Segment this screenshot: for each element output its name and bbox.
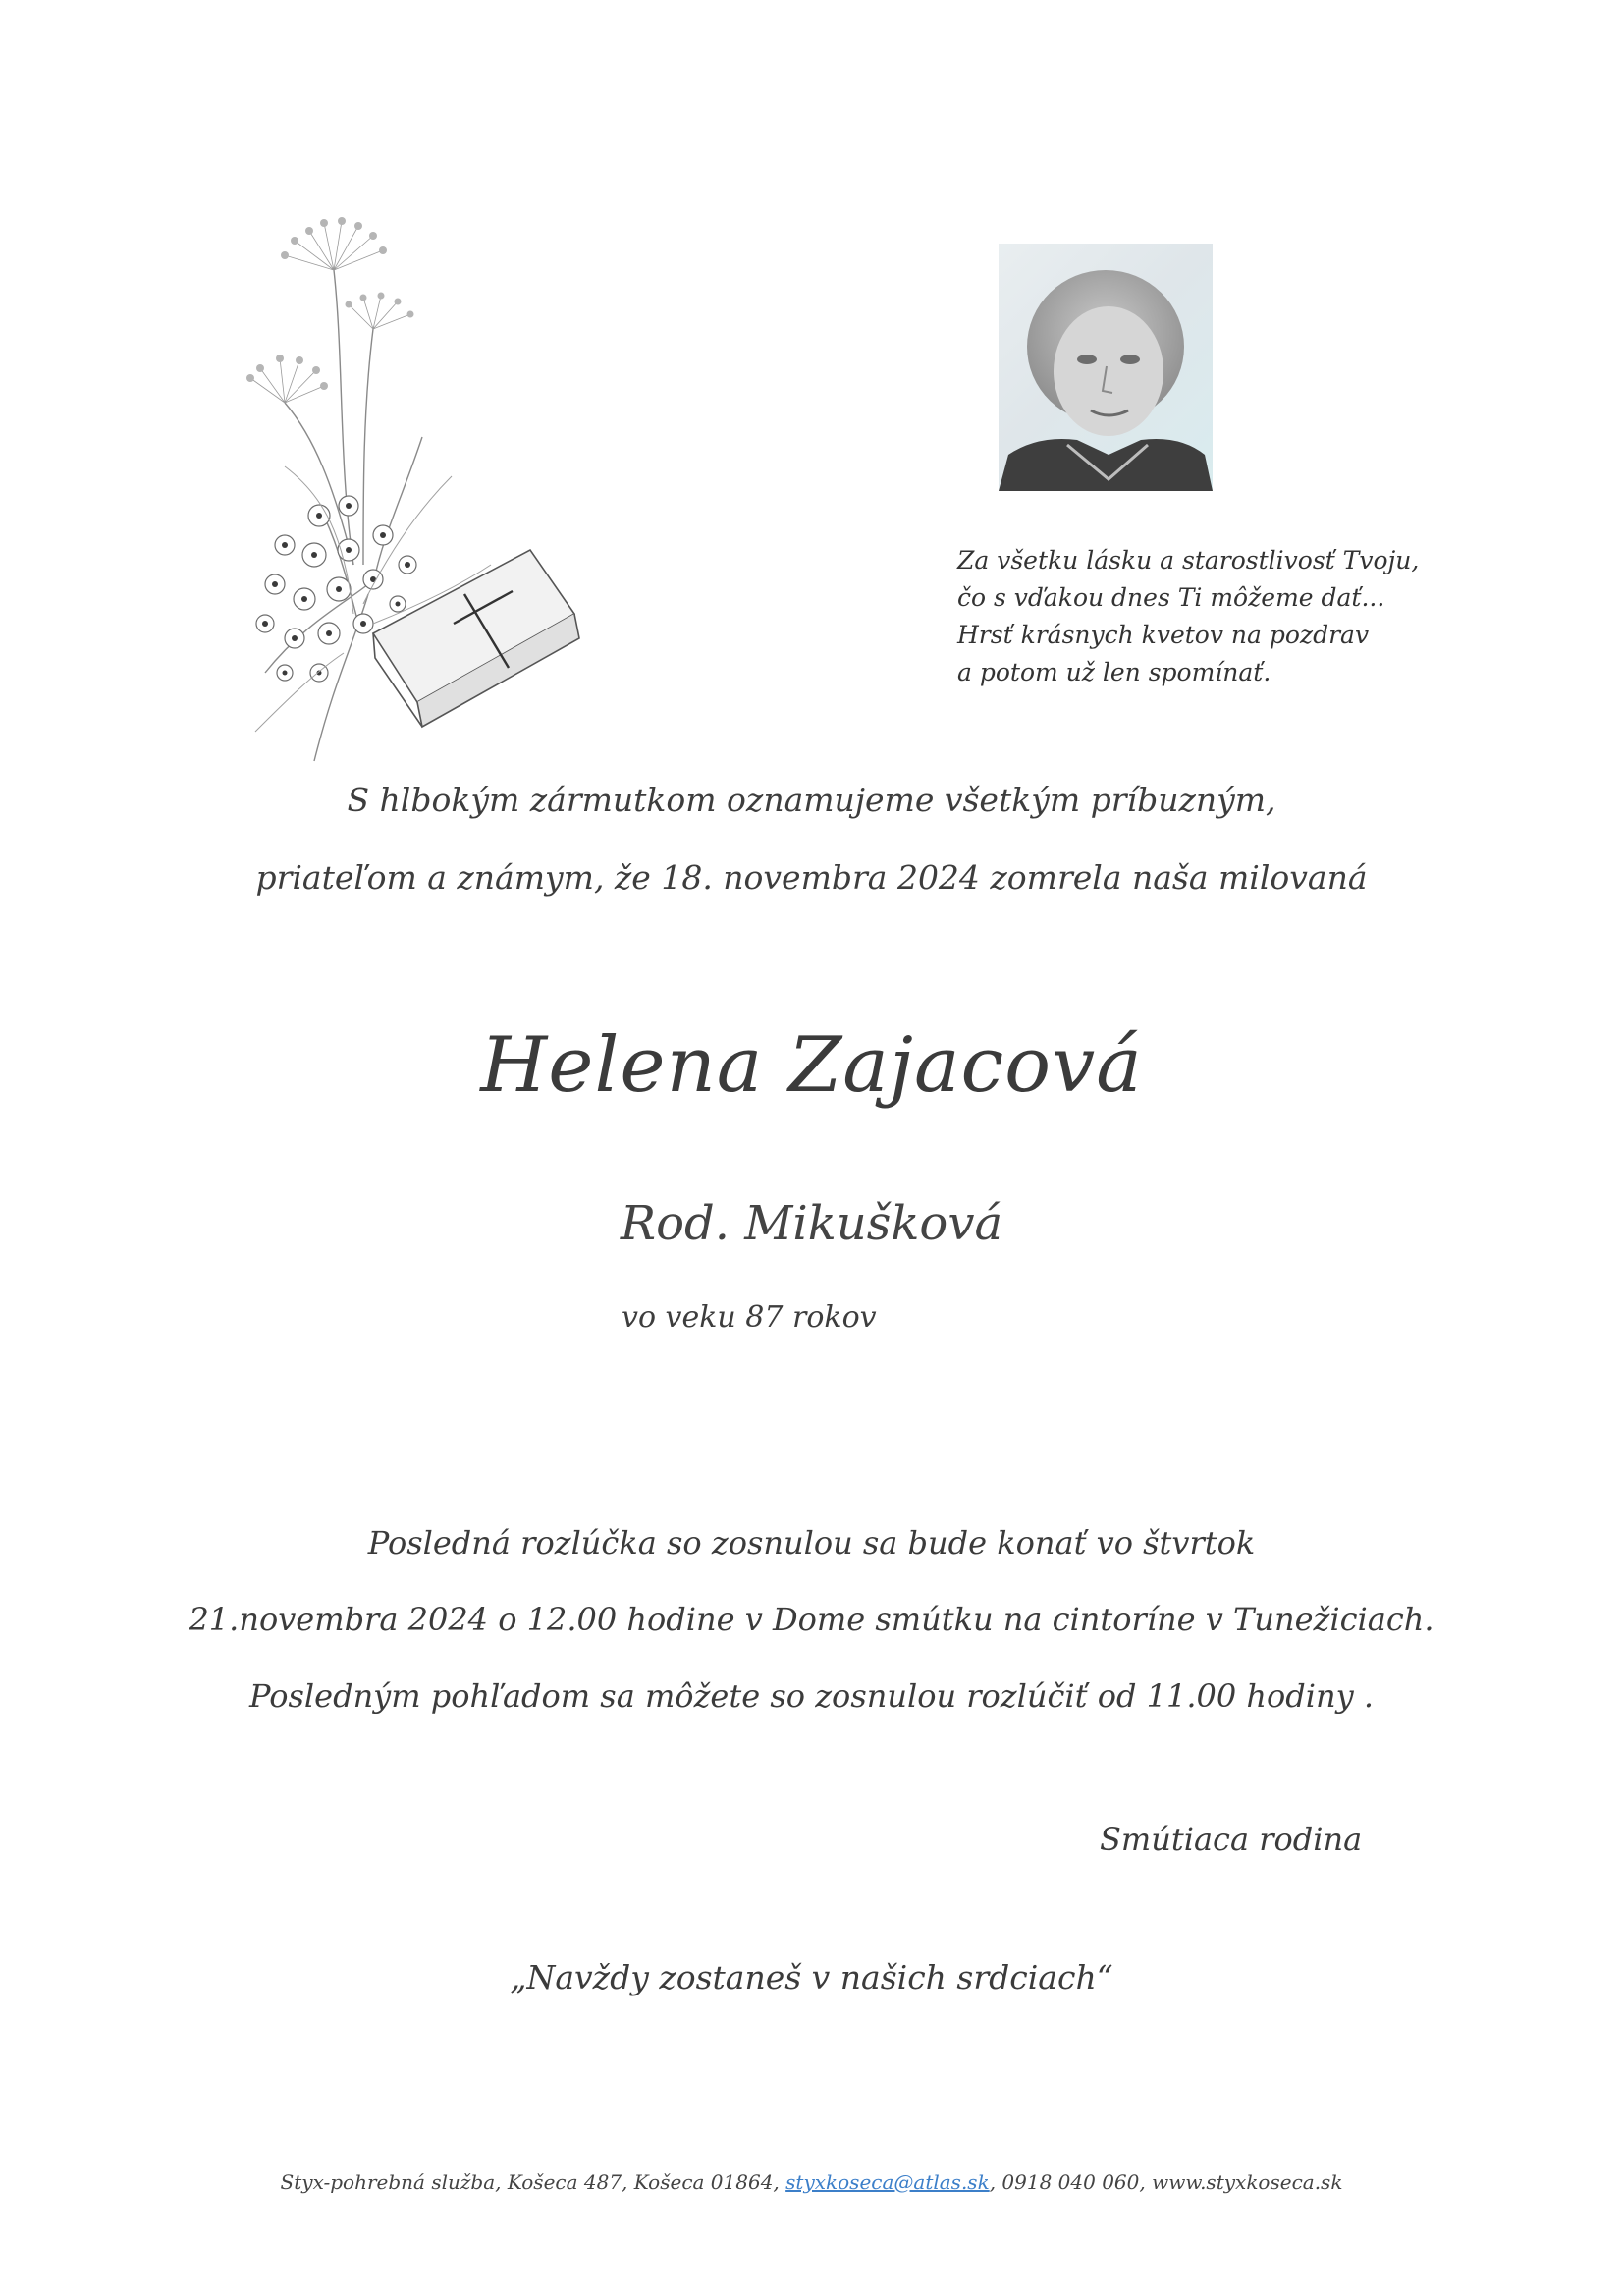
- funeral-info-line-1: Posledná rozlúčka so zosnulou sa bude konať vo štvrtok: [367, 1524, 1256, 1561]
- announcement-line-1: S hlbokým zármutkom oznamujeme všetkým príbuzným,: [347, 781, 1276, 819]
- age-text: vo veku 87 rokov: [622, 1300, 877, 1335]
- poem-line: Hrsť krásnych kvetov na pozdrav: [957, 621, 1370, 649]
- email-link[interactable]: styxkoseca@atlas.sk: [785, 2170, 990, 2194]
- portrait-icon: [999, 244, 1213, 491]
- footer-address: Styx-pohrebná služba, Košeca 487, Košeca 01864,: [280, 2170, 786, 2194]
- poem-verse: [957, 542, 1419, 691]
- deceased-name: Helena Zajacová: [480, 1021, 1143, 1110]
- announcement-line-2: priateľom a známym, že 18. novembra 2024 zomrela naša milovaná: [255, 858, 1368, 897]
- footer-phone-web: , 0918 040 060, www.styxkoseca.sk: [989, 2170, 1343, 2194]
- funeral-info-line-3: Posledným pohľadom sa môžete so zosnulou rozlúčiť od 11.00 hodiny .: [248, 1677, 1375, 1715]
- flower-bouquet-icon: [226, 211, 589, 771]
- flower-bouquet-illustration: [226, 211, 589, 771]
- family-signature: Smútiaca rodina: [1100, 1821, 1363, 1858]
- poem-line: Za všetku lásku a starostlivosť Tvoju,: [957, 546, 1420, 574]
- poem-line: a potom už len spomínať.: [957, 658, 1271, 686]
- footer-contact: [0, 2170, 1623, 2194]
- poem-line: čo s vďakou dnes Ti môžeme dať...: [957, 583, 1385, 612]
- portrait-photo: [999, 244, 1213, 491]
- motto: „Navždy zostaneš v našich srdciach“: [510, 1958, 1113, 1996]
- funeral-info-line-2: 21.novembra 2024 o 12.00 hodine v Dome smútku na cintoríne v Tunežiciach.: [189, 1601, 1434, 1638]
- maiden-name: Rod. Mikušková: [620, 1196, 1003, 1251]
